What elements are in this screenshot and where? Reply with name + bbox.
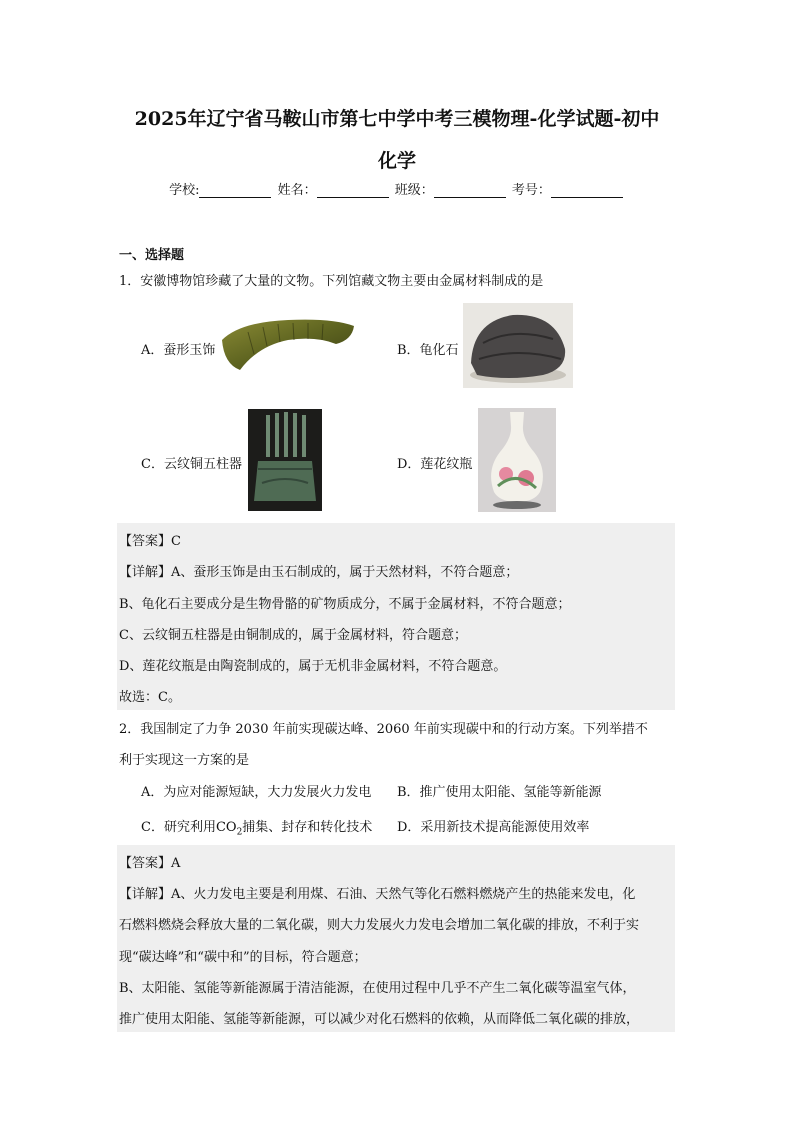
q2-detail-line-5: 推广使用太阳能、氢能等新能源，可以减少对化石燃料的依赖，从而降低二氧化碳的排放， (119, 1012, 640, 1027)
exam-number-label: 考号： (511, 183, 551, 198)
q2-answer-block (117, 845, 675, 1032)
bronze-five-pillar-image (248, 409, 322, 511)
co2-formula: $CO_2$ (215, 820, 243, 838)
student-info-row (0, 179, 794, 198)
document-title-line-2: 化学 (377, 150, 416, 172)
q2-answer: 【答案】A (119, 856, 181, 871)
turtle-fossil-image (463, 303, 573, 388)
q1-option-a: A．蚕形玉饰 (141, 343, 216, 358)
name-label: 姓名： (277, 183, 317, 198)
q2-option-c: C．研究利用$CO_2$捕集、封存和转化技术 (141, 820, 373, 838)
exam-number-blank[interactable] (551, 184, 623, 198)
q2-option-d: D．采用新技术提高能源使用效率 (397, 820, 590, 835)
q2-detail-tag: 【详解】 (119, 887, 172, 902)
section-heading: 一、选择题 (119, 248, 185, 263)
q2-option-b: B．推广使用太阳能、氢能等新能源 (397, 785, 602, 800)
question-2-stem-line-2: 利于实现这一方案的是 (119, 753, 250, 768)
q2-detail-line-4: B、太阳能、氢能等新能源属于清洁能源，在使用过程中几乎不产生二氧化碳等温室气体， (119, 981, 636, 996)
q1-detail-line-4: D、莲花纹瓶是由陶瓷制成的，属于无机非金属材料，不符合题意。 (119, 659, 507, 674)
q2-detail-line-3: 现“碳达峰”和“碳中和”的目标，符合题意； (119, 950, 367, 965)
q1-answer: 【答案】C (119, 534, 181, 549)
class-label: 班级： (394, 183, 434, 198)
question-2-stem-line-1: 2．我国制定了力争 2030 年前实现碳达峰、2060 年前实现碳中和的行动方案。下列举措不 (119, 722, 648, 737)
q1-detail-line-2: B、龟化石主要成分是生物骨骼的矿物质成分，不属于金属材料，不符合题意； (119, 597, 571, 612)
q1-option-b: B．龟化石 (397, 343, 459, 358)
name-blank[interactable] (317, 184, 389, 198)
lotus-vase-image (478, 408, 556, 512)
question-1-stem: 1．安徽博物馆珍藏了大量的文物。下列馆藏文物主要由金属材料制成的是 (119, 274, 544, 289)
q2-detail-line-1: 【详解】A、火力发电主要是利用煤、石油、天然气等化石燃料燃烧产生的热能来发电，化 (119, 887, 636, 902)
q1-detail-line-5: 故选：C。 (119, 690, 181, 705)
jade-silkworm-image (218, 314, 358, 374)
q1-detail-tag: 【详解】 (119, 565, 172, 580)
q2-option-a: A．为应对能源短缺，大力发展火力发电 (141, 785, 372, 800)
q1-answer-block (117, 523, 675, 710)
school-blank[interactable] (199, 184, 271, 198)
document-title-line-1: 2025年辽宁省马鞍山市第七中学中考三模物理-化学试题-初中 (134, 108, 660, 130)
school-label: 学校: (169, 183, 200, 198)
q1-option-c: C．云纹铜五柱器 (141, 457, 242, 472)
q1-option-d: D．莲花纹瓶 (397, 457, 473, 472)
class-blank[interactable] (434, 184, 506, 198)
q1-detail-line-1: 【详解】A、蚕形玉饰是由玉石制成的，属于天然材料，不符合题意； (119, 565, 519, 580)
q1-detail-line-3: C、云纹铜五柱器是由铜制成的，属于金属材料，符合题意； (119, 628, 467, 643)
q2-detail-line-2: 石燃料燃烧会释放大量的二氧化碳，则大力发展火力发电会增加二氧化碳的排放，不利于实 (119, 918, 640, 933)
